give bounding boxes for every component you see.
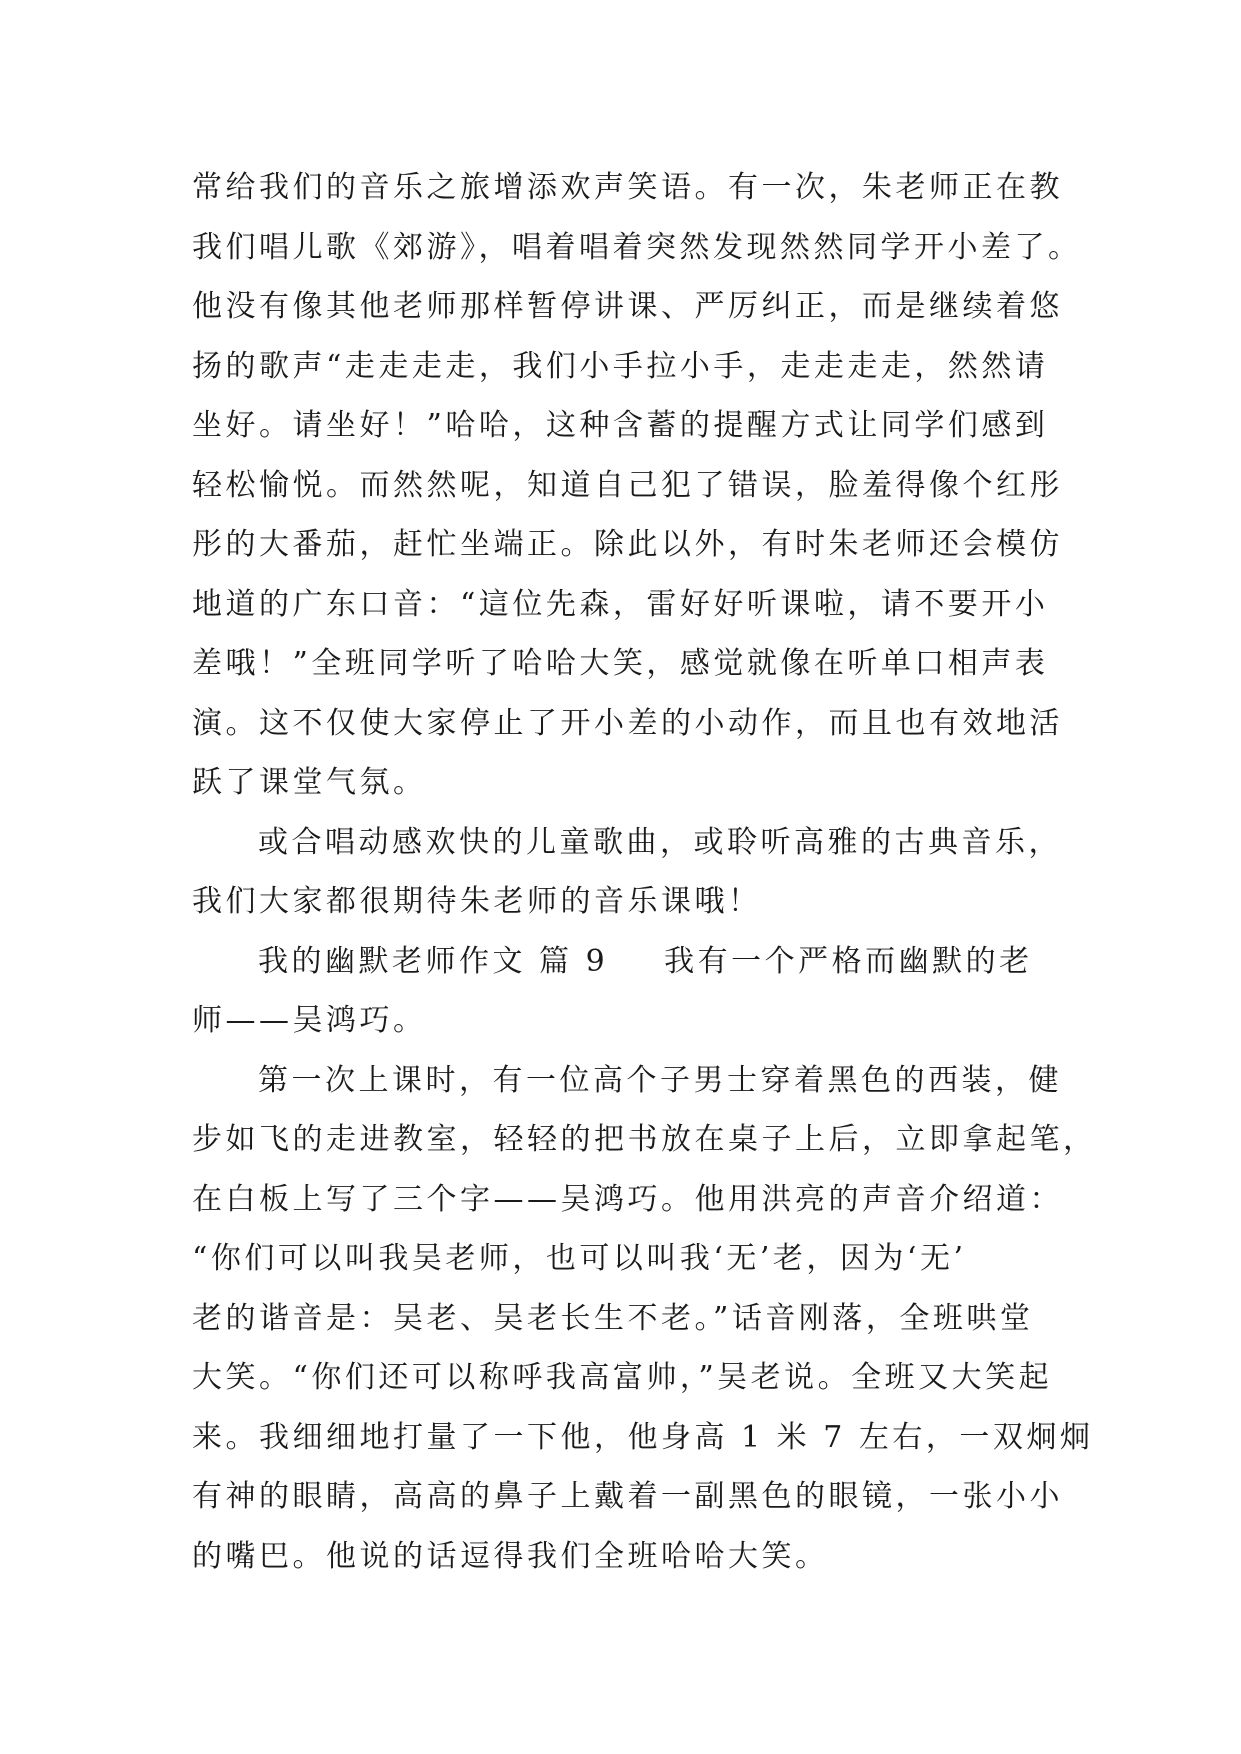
- text-line: 地道的广东口音：“這位先森，雷好好听课啦，请不要开小: [192, 586, 1049, 622]
- section-heading-line: [192, 932, 1052, 992]
- text-line: 来。我细细地打量了一下他，他身高 1 米 7 左右，一双炯炯: [192, 1419, 1094, 1455]
- text-line: 演。这不仅使大家停止了开小差的小动作，而且也有效地活: [192, 705, 1063, 741]
- text-line: 的嘴巴。他说的话逗得我们全班哈哈大笑。: [192, 1538, 829, 1574]
- text-line: 扬的歌声“走走走走，我们小手拉小手，走走走走，然然请: [192, 348, 1049, 384]
- text-line: 或合唱动感欢快的儿童歌曲，或聆听高雅的古典音乐，: [258, 824, 1062, 860]
- text-line: 我们大家都很期待朱老师的音乐课哦！: [192, 884, 762, 919]
- text-line: 第一次上课时，有一位高个子男士穿着黑色的西装，健: [258, 1062, 1062, 1098]
- text-line: 跃了课堂气氛。: [192, 765, 427, 800]
- text-line: 常给我们的音乐之旅增添欢声笑语。有一次，朱老师正在教: [192, 170, 1063, 205]
- text-line: 轻松愉悦。而然然呢，知道自己犯了错误，脸羞得像个红彤: [192, 467, 1063, 503]
- section-heading: 我的幽默老师作文 篇 9: [258, 943, 609, 979]
- text-line: 我有一个严格而幽默的老: [664, 943, 1033, 979]
- text-line: “你们可以叫我吴老师，也可以叫我‘无’老，因为‘无’: [192, 1241, 967, 1276]
- essay-text: [192, 158, 1097, 1586]
- text-line: 在白板上写了三个字——吴鸿巧。他用洪亮的声音介绍道：: [192, 1181, 1063, 1217]
- text-line: 有神的眼睛，高高的鼻子上戴着一副黑色的眼镜，一张小小: [192, 1479, 1063, 1514]
- text-line: 师——吴鸿巧。: [192, 1003, 427, 1038]
- text-line: 彤的大番茄，赶忙坐端正。除此以外，有时朱老师还会模仿: [192, 527, 1063, 562]
- text-line: 我们唱儿歌《郊游》，唱着唱着突然发现然然同学开小差了。: [192, 229, 1082, 265]
- text-line: 步如飞的走进教室，轻轻的把书放在桌子上后，立即拿起笔，: [192, 1122, 1097, 1157]
- text-line: 大笑。“你们还可以称呼我高富帅，”吴老说。全班又大笑起: [192, 1360, 1053, 1395]
- text-line: 他没有像其他老师那样暂停讲课、严厉纠正，而是继续着悠: [192, 289, 1063, 324]
- text-line: 坐好。请坐好！”哈哈，这种含蓄的提醒方式让同学们感到: [192, 408, 1049, 443]
- text-line: 差哦！”全班同学听了哈哈大笑，感觉就像在听单口相声表: [192, 646, 1049, 681]
- text-line: 老的谐音是：吴老、吴老长生不老。”话音刚落，全班哄堂: [192, 1300, 1034, 1336]
